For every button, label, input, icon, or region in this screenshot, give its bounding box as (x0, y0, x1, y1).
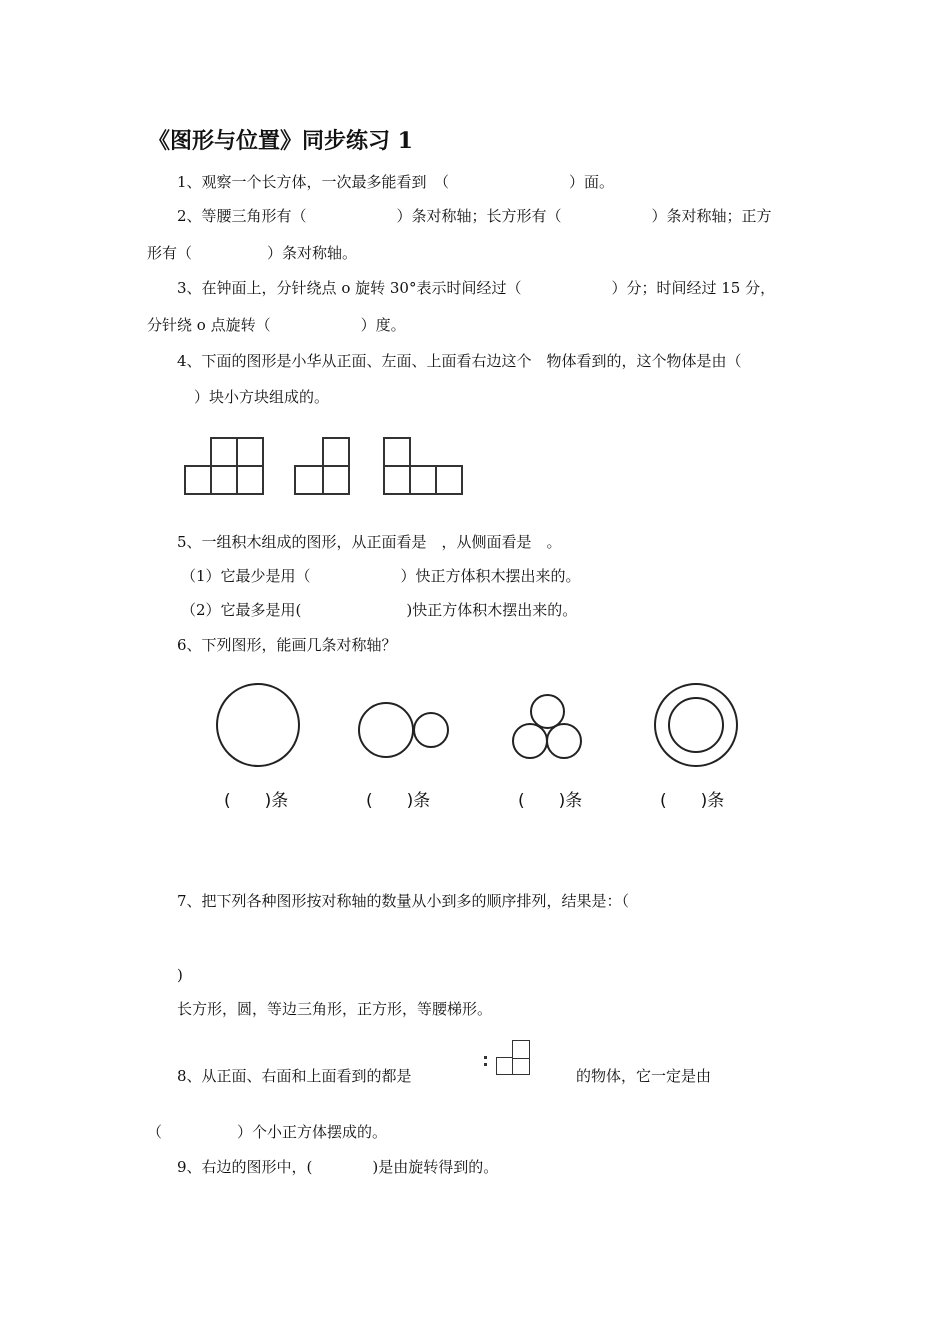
single-circle-figure (216, 683, 302, 769)
answer-blank-3: ( )条 (518, 791, 583, 811)
view-figure-top (383, 437, 465, 495)
question-6: 6、下列图形，能画几条对称轴？ (177, 636, 397, 654)
concentric-circles-figure (654, 683, 740, 769)
three-circles-figure (512, 694, 584, 760)
question-7-line-2: ) (177, 966, 183, 984)
question-7-line-1: 7、把下列各种图形按对称轴的数量从小到多的顺序排列，结果是：（ (177, 892, 630, 910)
page-title: 《图形与位置》同步练习 1 (148, 128, 413, 154)
question-9: 9、右边的图形中，( )是由旋转得到的。 (177, 1158, 499, 1176)
answer-blank-1: ( )条 (224, 791, 289, 811)
view-figure-left (294, 437, 352, 495)
question-7-shapes: 长方形，圆，等边三角形，正方形，等腰梯形。 (177, 1000, 493, 1018)
answer-blank-2: ( )条 (366, 791, 431, 811)
question-8-part-1: 8、从正面、右面和上面看到的都是 (177, 1067, 412, 1085)
question-3-line-1: 3、在钟面上，分针绕点 o 旋转 30°表示时间经过（ ）分；时间经过 15 分， (177, 279, 776, 297)
question-1: 1、观察一个长方体，一次最多能看到 （ ）面。 (177, 173, 615, 191)
answer-blank-4: ( )条 (660, 791, 725, 811)
question-2-line-1: 2、等腰三角形有（ ）条对称轴；长方形有（ ）条对称轴；正方 (177, 207, 772, 225)
question-4-line-1: 4、下面的图形是小华从正面、左面、上面看右边这个 物体看到的，这个物体是由（ (177, 352, 742, 370)
question-5-sub-2: （2）它最多是用( )快正方体积木摆出来的。 (181, 601, 578, 619)
view-figure-front (184, 437, 266, 495)
question-5-sub-1: （1）它最少是用（ ）快正方体积木摆出来的。 (181, 567, 581, 585)
question-3-line-2: 分针绕 o 点旋转（ ）度。 (147, 316, 406, 334)
question-8-part-2: 的物体，它一定是由 (576, 1067, 712, 1085)
question-2-line-2: 形有（ ）条对称轴。 (147, 244, 358, 262)
question-5: 5、一组积木组成的图形，从正面看是 ，从侧面看是 。 (177, 533, 562, 551)
l-shape-figure (484, 1040, 534, 1076)
two-circles-figure (358, 702, 450, 760)
question-4-line-2: ）块小方块组成的。 (194, 388, 330, 406)
question-8-line-2: （ ）个小正方体摆成的。 (147, 1123, 388, 1141)
